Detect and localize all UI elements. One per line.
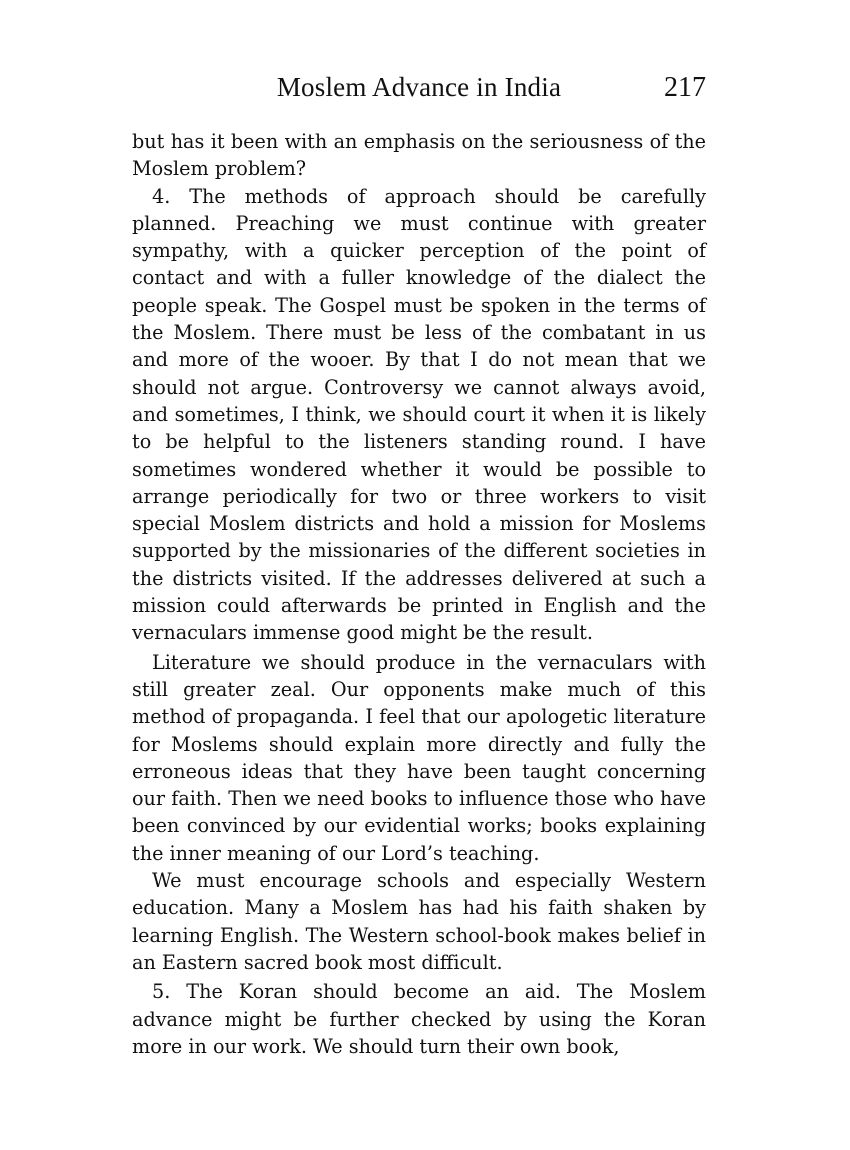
running-title: Moslem Advance in India xyxy=(276,72,562,102)
paragraph-literature: Literature we should produce in the vernaculars with still greater zeal. Our opponents make much of this method of propaganda. I feel that our apologetic literature for Moslems should explain more directly and fully the erroneous ideas that they have been taught concerning our faith. Then we need books to influence those who have been convinced by our evidential works; books explaining the inner meaning of our Lord’s teaching. xyxy=(132,650,706,865)
page-number: 217 xyxy=(664,72,706,103)
paragraph-schools: We must encourage schools and especially Western education. Many a Moslem has had his faith shaken by learning English. The Western school-book makes belief in an Eastern sacred book most difficult. xyxy=(132,869,706,974)
running-head xyxy=(132,72,706,112)
paragraph-koran: 5. The Koran should become an aid. The Moslem advance might be further checked by using the Koran more in our work. We should turn their own book, xyxy=(132,980,706,1058)
body-text xyxy=(132,128,706,1060)
paragraph-continued: but has it been with an emphasis on the seriousness of the Moslem problem? xyxy=(132,130,706,181)
paragraph-methods-of-approach: 4. The methods of approach should be carefully planned. Preaching we must continue with greater sympathy, with a quicker perception of the point of contact and with a fuller knowledge of the dialect the people speak. The Gospel must be spoken in the terms of the Moslem. There must be less of the combatant in us and more of the wooer. By that I do not mean that we should not argue. Controversy we cannot always avoid, and sometimes, I think, we should court it when it is likely to be helpful to the listeners standing round. I have sometimes wondered whether it would be possible to arrange periodically for two or three workers to visit special Moslem districts and hold a mission for Moslems supported by the missionaries of the different societies in the districts visited. If the addresses delivered at such a mission could afterwards be printed in English and the vernaculars immense good might be the result. xyxy=(132,184,706,645)
